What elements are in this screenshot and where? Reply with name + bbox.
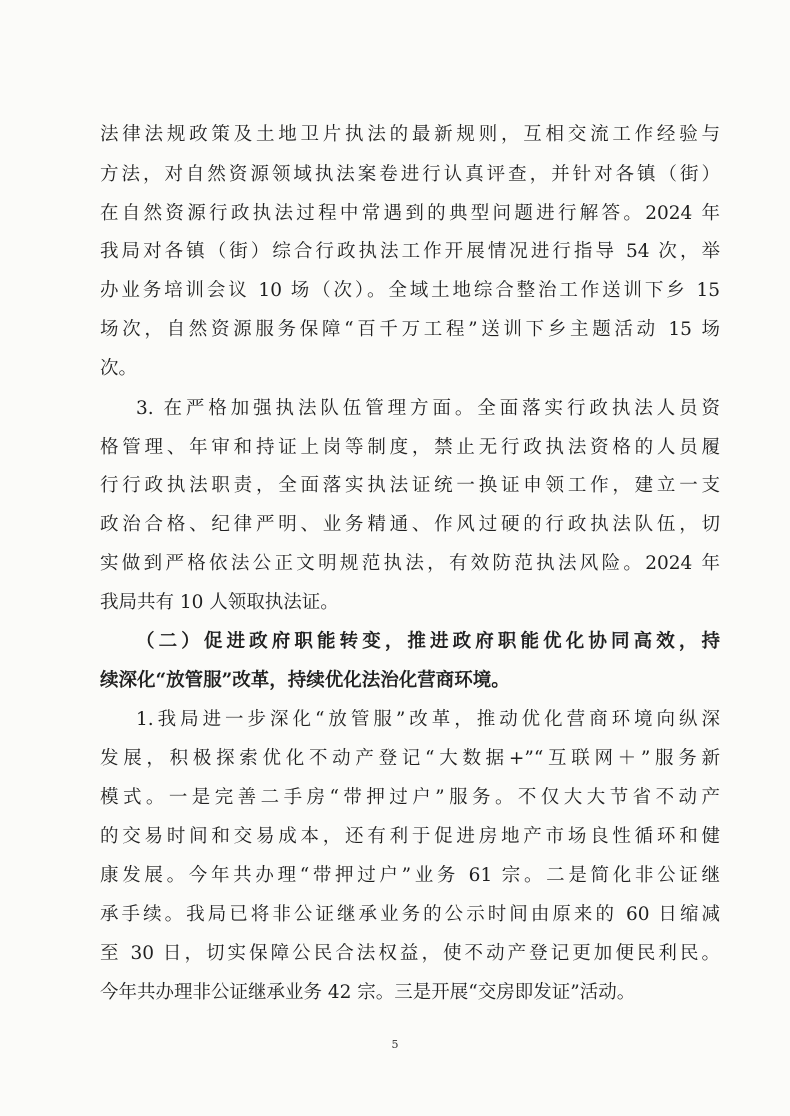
body-line: 至 30 日，切实保障公民合法权益，使不动产登记更加便民利民。 bbox=[100, 943, 720, 964]
body-line: 行行政执法职责，全面落实执法证统一换证申领工作，建立一支 bbox=[100, 475, 720, 496]
section-heading-line: 续深化“放管服”改革，持续优化法治化营商环境。 bbox=[100, 670, 510, 691]
section-heading-line: （二）促进政府职能转变，推进政府职能优化协同高效，持 bbox=[136, 631, 720, 652]
body-line: 法律法规政策及土地卫片执法的最新规则，互相交流工作经验与 bbox=[100, 124, 720, 145]
body-line: 模式。一是完善二手房“带押过户”服务。不仅大大节省不动产 bbox=[100, 787, 720, 808]
page-number: 5 bbox=[391, 1038, 399, 1051]
body-line: 康发展。今年共办理“带押过户”业务 61 宗。二是简化非公证继 bbox=[100, 865, 720, 886]
body-line: 次。 bbox=[100, 358, 138, 379]
body-line: 的交易时间和交易成本，还有利于促进房地产市场良性循环和健 bbox=[100, 826, 720, 847]
body-line: 办业务培训会议 10 场（次）。全域土地综合整治工作送训下乡 15 bbox=[100, 280, 720, 301]
body-line: 实做到严格依法公正文明规范执法，有效防范执法风险。2024 年 bbox=[100, 553, 720, 574]
body-line: 政治合格、纪律严明、业务精通、作风过硬的行政执法队伍，切 bbox=[100, 514, 720, 535]
body-line: 格管理、年审和持证上岗等制度，禁止无行政执法资格的人员履 bbox=[100, 437, 720, 458]
body-line: 3. 在严格加强执法队伍管理方面。全面落实行政执法人员资 bbox=[136, 398, 720, 419]
body-line: 发展，积极探索优化不动产登记“大数据+”“互联网＋”服务新 bbox=[100, 748, 720, 769]
body-line: 1.我局进一步深化“放管服”改革，推动优化营商环境向纵深 bbox=[136, 709, 720, 730]
body-line: 场次，自然资源服务保障“百千万工程”送训下乡主题活动 15 场 bbox=[100, 319, 720, 340]
body-line: 我局共有 10 人领取执法证。 bbox=[100, 592, 339, 613]
body-line: 方法，对自然资源领域执法案卷进行认真评查，并针对各镇（街） bbox=[100, 164, 720, 185]
body-line: 今年共办理非公证继承业务 42 宗。三是开展“交房即发证”活动。 bbox=[100, 982, 636, 1003]
body-line: 我局对各镇（街）综合行政执法工作开展情况进行指导 54 次，举 bbox=[100, 241, 720, 262]
body-line: 承手续。我局已将非公证继承业务的公示时间由原来的 60 日缩减 bbox=[100, 904, 720, 925]
body-line: 在自然资源行政执法过程中常遇到的典型问题进行解答。2024 年 bbox=[100, 203, 720, 224]
